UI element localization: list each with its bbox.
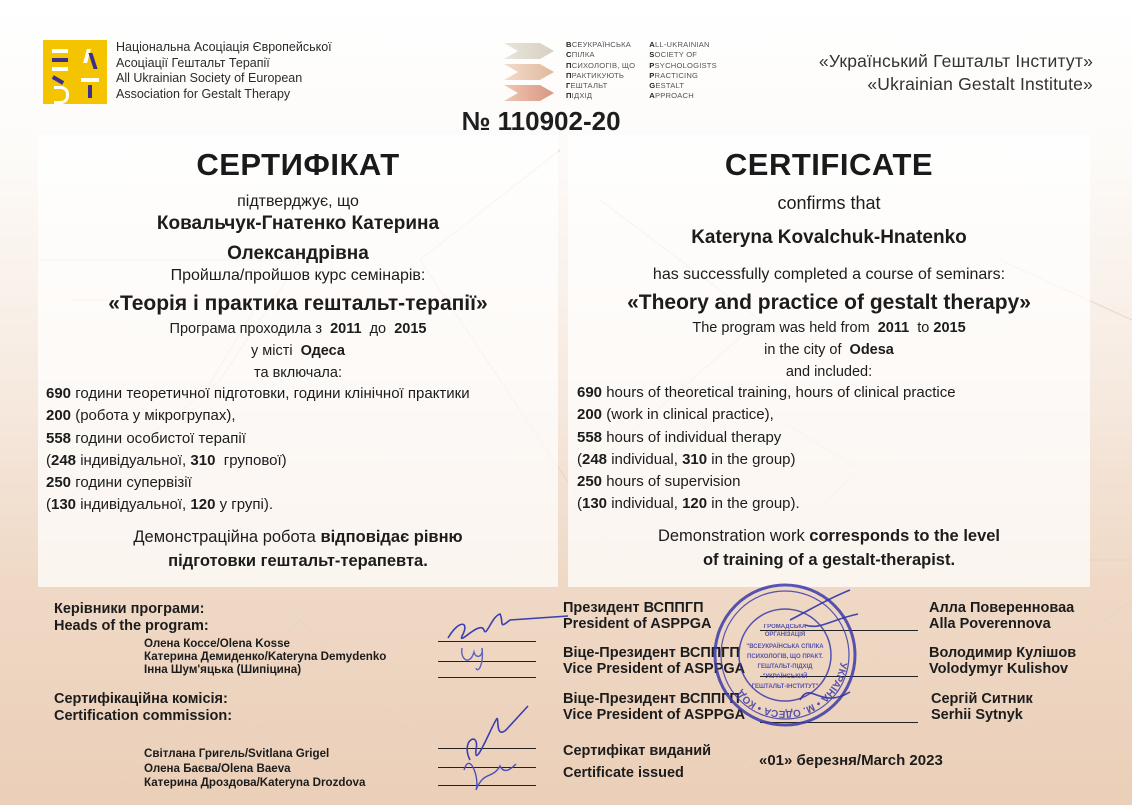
en-course-title: «Theory and practice of gestalt therapy» (627, 291, 1031, 314)
en-period: The program was held from 2011 to 2015 (692, 320, 966, 336)
hours-item: (130 індивідуальної, 120 у групі). (46, 496, 274, 514)
heads-label-en: Heads of the program: (54, 618, 209, 634)
commission-member-name: Катерина Дроздова/Kateryna Drozdova (144, 776, 366, 789)
ugi-institute-name (819, 50, 1093, 96)
ua-recipient-name-line1: Ковальчук-Гнатенко Катерина (156, 213, 440, 234)
en-recipient-name: Kateryna Kovalchuk-Hnatenko (691, 227, 967, 248)
svg-text:ПСИХОЛОГІВ, ЩО ПРАКТ.: ПСИХОЛОГІВ, ЩО ПРАКТ. (747, 654, 823, 660)
en-completed: has successfully completed a course of seminars: (652, 266, 1006, 283)
institute-name-ua: «Український Гештальт Інститут» (818, 51, 1093, 71)
eaagt-logo-icon (43, 40, 107, 104)
association-line: Асоціації Гештальт Терапії (116, 55, 270, 70)
officer-role: Віце-Президент ВСППГП Vice President of ASPPGA (563, 691, 746, 723)
hours-item: (248 індивідуальної, 310 групової) (46, 451, 287, 469)
hours-item: 690 hours of theoretical training, hours of clinical practice (577, 384, 956, 401)
en-certificate-body (574, 146, 1084, 572)
issued-date: «01» березня/March 2023 (759, 752, 943, 769)
ua-recipient-name-line2: Олександрівна (227, 243, 369, 264)
svg-text:ГЕШТАЛЬТ-ІНСТИТУТ": ГЕШТАЛЬТ-ІНСТИТУТ" (751, 684, 819, 690)
head-name: Катерина Демиденко/Kateryna Demydenko (144, 650, 387, 663)
ua-city: у місті Одеса (251, 343, 345, 359)
en-title: CERTIFICATE (724, 147, 934, 182)
hours-item: 690 години теоретичної підготовки, години клінічної практики (46, 385, 470, 402)
ua-demo-statement: Демонстраційна робота відповідає рівню підготовки гештальт-терапевта. (133, 527, 463, 570)
heads-label-ua: Керівники програми: (54, 601, 205, 617)
certificate-number: № 110902-20 (461, 106, 621, 136)
officer-name: Володимир Кулішов Volodymyr Kulishov (929, 645, 1077, 677)
ua-title: СЕРТИФІКАТ (196, 147, 400, 182)
svg-text:ГРОМАДСЬКА: ГРОМАДСЬКА (763, 624, 807, 630)
asppga-ua-text: ВСЕУКРАЇНСЬКА СПІЛКА ПСИХОЛОГІВ, ЩО ПРАКТИКУЮТЬ ГЕШТАЛЬТ ПІДХІД (566, 40, 636, 101)
commission-label-ua: Сертифікаційна комісія: (54, 691, 228, 707)
hours-item: 250 hours of supervision (577, 473, 741, 491)
head-name: Інна Шум'яцька (Шипіцина) (144, 663, 302, 676)
association-name (116, 40, 332, 104)
officer-name: Алла Поверенноваа Alla Poverennova (929, 600, 1075, 632)
hours-item: 200 (робота у мікрогрупах), (46, 407, 236, 425)
svg-text:"ВСЕУКРАЇНСЬКА СПІЛКА: "ВСЕУКРАЇНСЬКА СПІЛКА (746, 644, 824, 650)
en-city: in the city of Odesa (764, 342, 894, 358)
commission-member-name: Світлана Григель/Svitlana Grigel (144, 747, 330, 760)
hours-item: 200 (work in clinical practice), (577, 406, 774, 424)
ua-course-title: «Теорія і практика гештальт-терапії» (108, 292, 488, 315)
hours-item: 250 години супервізії (46, 474, 192, 492)
officer-name: Сергій Ситник Serhii Sytnyk (931, 691, 1033, 723)
svg-text:ОРГАНІЗАЦІЯ: ОРГАНІЗАЦІЯ (764, 632, 806, 638)
hours-item: 558 hours of individual therapy (577, 428, 782, 446)
ua-included: та включала: (254, 365, 342, 381)
ua-completed: Пройшла/пройшов курс семінарів: (170, 267, 426, 284)
svg-text:"УКРАЇНСЬКИЙ: "УКРАЇНСЬКИЙ (762, 674, 808, 680)
association-line: Національна Асоціація Європейської (116, 40, 332, 54)
chevron-stack-logo-icon (500, 40, 562, 104)
ua-hours-list (46, 383, 553, 517)
institute-name-en: «Ukrainian Gestalt Institute» (867, 74, 1093, 94)
hours-item: (130 individual, 120 in the group). (577, 495, 800, 513)
commission-label-en: Certification commission: (54, 708, 233, 724)
ua-period: Програма проходила з 2011 до 2015 (169, 321, 427, 337)
handwritten-signature-icon (450, 700, 550, 795)
hours-item: (248 individual, 310 in the group) (577, 450, 796, 468)
en-included: and included: (785, 364, 873, 380)
commission-member-name: Олена Баєва/Olena Baeva (144, 761, 291, 775)
hours-item: 558 години особистої терапії (46, 429, 246, 447)
handwritten-signature-icon (440, 608, 570, 678)
eaagt-logo (43, 40, 332, 104)
ua-certificate-body (43, 146, 553, 573)
officer-role: Президент ВСППГП President of ASPPGA (563, 600, 712, 632)
head-name: Олена Коссе/Olena Kosse (144, 637, 291, 650)
asppga-logo (500, 40, 717, 104)
officer-role: Віце-Президент ВСППГП Vice President of ASPPGA (563, 645, 746, 677)
asppga-en-text: ALL-UKRAINIAN SOCIETY OF PSYCHOLOGISTS PRACTICING GESTALT APPROACH (649, 40, 717, 101)
svg-text:ГЕШТАЛЬТ-ПІДХІД: ГЕШТАЛЬТ-ПІДХІД (757, 664, 813, 670)
en-hours-list (577, 382, 1084, 516)
en-demo-statement: Demonstration work corresponds to the level of training of a gestalt-therapist. (657, 526, 1001, 569)
association-line: All Ukrainian Society of European (116, 71, 303, 85)
en-confirms: confirms that (777, 193, 881, 213)
official-seal-icon (710, 580, 860, 730)
issued-label: Сертифікат виданий Certificate issued (563, 743, 712, 781)
svg-text:УКРАЇНА • М. ОДЕСА • КОД: УКРАЇНА • М. ОДЕСА • КОД (735, 661, 849, 720)
association-line: Association for Gestalt Therapy (116, 86, 291, 101)
ua-confirms: підтверджує, що (237, 193, 359, 210)
